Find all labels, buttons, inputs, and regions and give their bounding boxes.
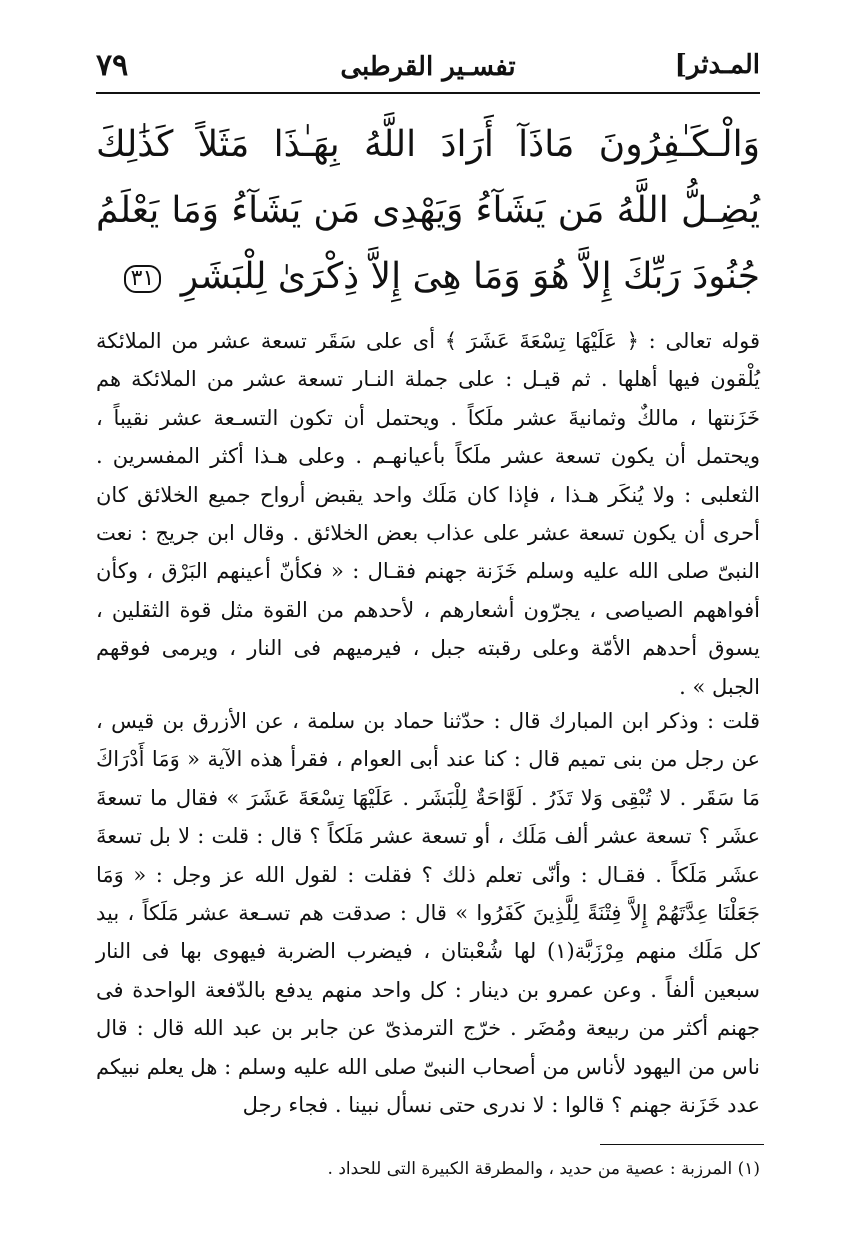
header-rule — [96, 92, 760, 94]
book-title: تفسـير القرطبى — [340, 52, 516, 82]
commentary-paragraph: قوله تعالى : ﴿ عَلَيْهَا تِسْعَةَ عَشَرَ ﴾ أى على سَقَر تسعة عشر من الملائكة يُلْقون فيها أهلها . ثم قيـل : على جملة النـار تسعة عشر من الملائكة هم خَزَنتها ، مالكٌ وثمانيةَ عشر ملَكاً . ويحتمل أن تكون التسـعة عشر نقيباً ، ويحتمل أن يكون تسعة عشر ملَكاً بأعيانهـم . وعلى هـذا أكثر المفسرين . الثعلبى : ولا يُنكَر هـذا ، فإذا كان مَلَك واحد يقبض أرواح جميع الخلائق كان أحرى أن يكون تسعة عشر على عذاب بعض الخلائق . وقال ابن جريج : نعت النبىّ صلى الله عليه وسلم خَزَنة جهنم فقـال : « فكأنّ أعينهم البَرْق ، وكأن أفواههم الصياصى ، يجرّون أشعارهم ، لأحدهم من القوة مثل قوة الثقلين ، يسوق أحدهم الأمّة وعلى رقبته جبل ، فيرميهم فى النار ، ويرمى فوقهم الجبل » . — [96, 329, 760, 699]
ayah-number-marker: ٣١ — [124, 265, 162, 293]
footnote: (١) المرزبة : عصية من حديد ، والمطرقة الكبيرة التى للحداد . — [327, 1159, 760, 1179]
quran-verse — [96, 112, 760, 310]
page-header — [96, 44, 760, 96]
page-number: ٧٩ — [96, 48, 129, 83]
commentary-paragraph: قلت : وذكر ابن المبارك قال : حدّثنا حماد بن سلمة ، عن الأزرق بن قيس ، عن رجل من بنى تميم قال : كنا عند أبى العوام ، فقرأ هذه الآية « وَمَا أَدْرَاكَ مَا سَقَر . لا تُبْقِى وَلا تَذَرُ . لَوَّاحَةٌ لِلْبَشَر . عَلَيْهَا تِسْعَةَ عَشَرَ » فقال ما تسعةَ عشَر ؟ تسعة عشر ألف مَلَك ، أو تسعة عشر مَلَكاً ؟ قال : قلت : لا بل تسعةَ عشَر مَلَكاً . فقـال : وأنّى تعلم ذلك ؟ فقلت : لقول الله عز وجل : « وَمَا جَعَلْنَا عِدَّتَهُمْ إِلاَّ فِتْنَةً لِلَّذِينَ كَفَرُوا » قال : صدقت هم تسـعة عشر مَلَكاً ، بيد كل مَلَك منهم مِرْزَبَّة(١) لها شُعْبتان ، فيضرب الضربة فيهوى بها فى النار سبعين ألفاً . وعن عمرو بن دينار : كل واحد منهم يدفع بالدّفعة الواحدة فى جهنم أكثر من ربيعة ومُضَر . خرّج الترمذىّ عن جابر بن عبد الله قال : قال ناس من اليهود لأناس من أصحاب النبىّ صلى الله عليه وسلم : هل يعلم نبيكم عدد خَزَنة جهنم ؟ قالوا : لا ندرى حتى نسأل نبينا . فجاء رجل — [96, 709, 760, 1118]
surah-name: المـدثر] — [674, 50, 760, 80]
footnote-rule — [600, 1144, 764, 1145]
verse-text: وَالْـكَـٰفِرُونَ مَاذَآ أَرَادَ اللَّهُ بِهَـٰذَا مَثَلاً كَذَٰلِكَ يُضِـلُّ اللَّهُ مَن يَشَآءُ وَيَهْدِى مَن يَشَآءُ وَمَا يَعْلَمُ جُنُودَ رَبِّكَ إِلاَّ هُوَ وَمَا هِىَ إِلاَّ ذِكْرَىٰ لِلْبَشَرِ — [96, 124, 760, 297]
